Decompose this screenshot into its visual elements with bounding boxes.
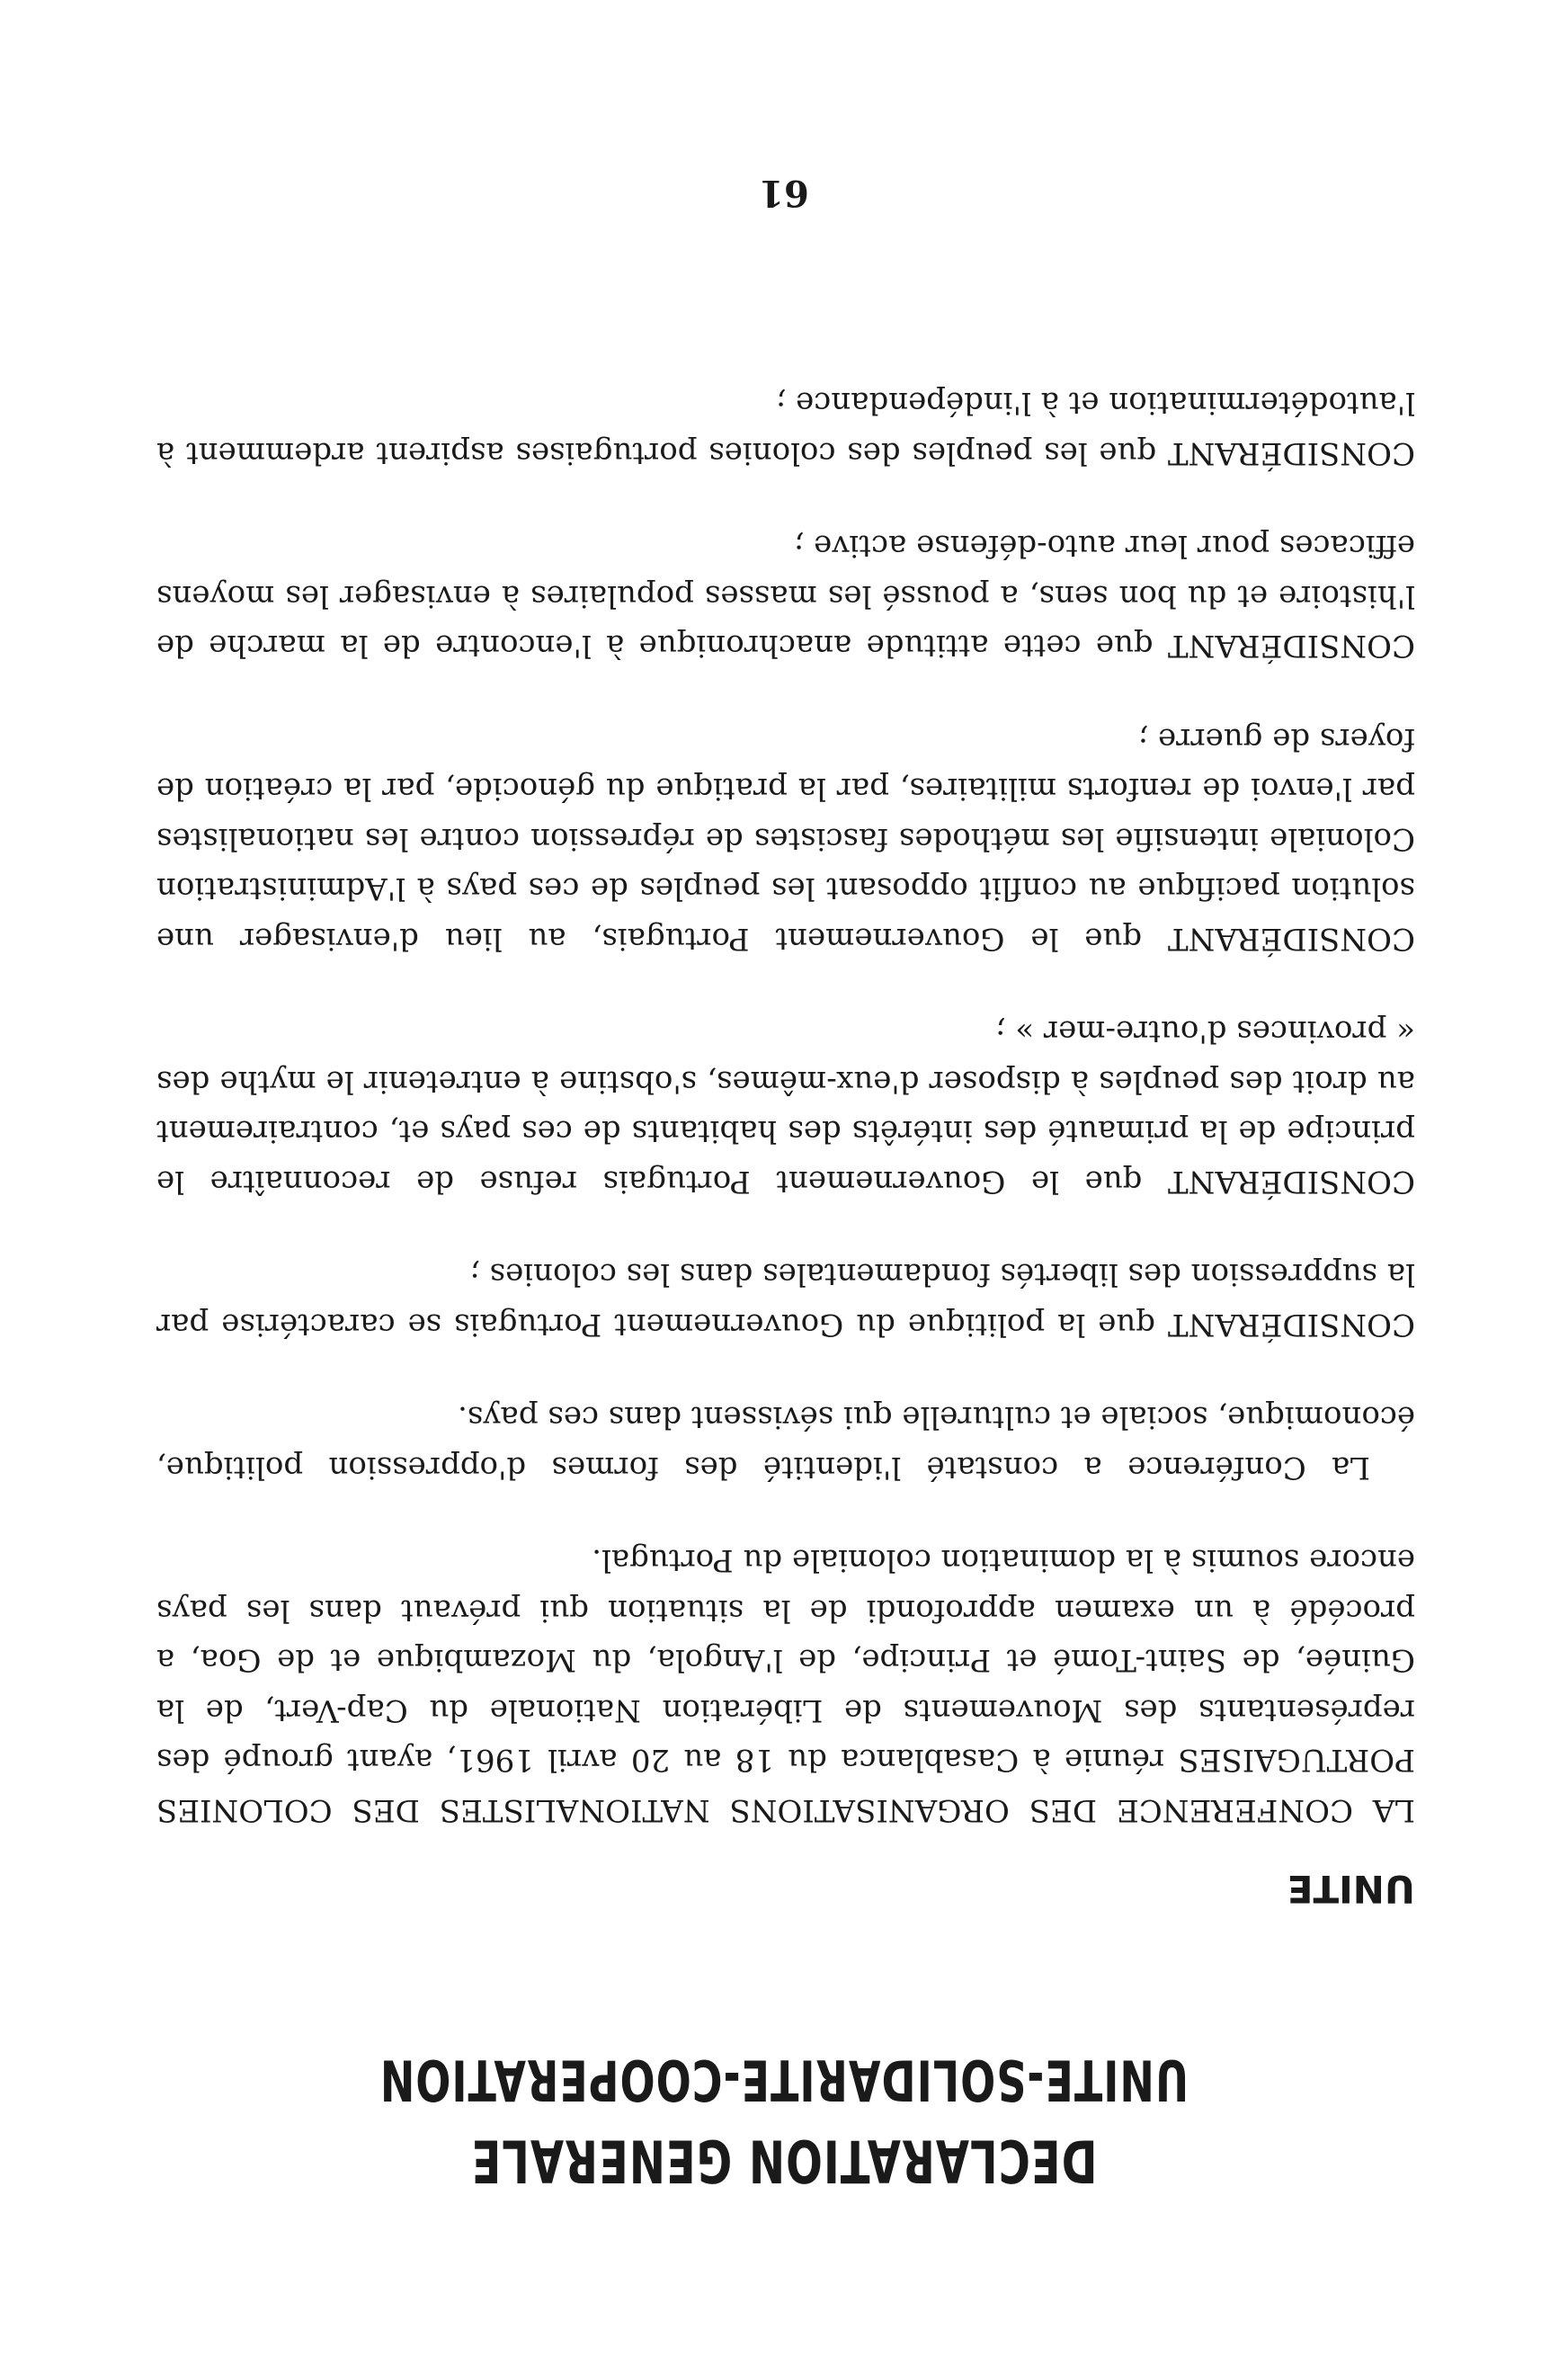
paragraph-considerant: CONSIDÉRANT que le Gouvernement Portugais, au lieu d'envisager une solution pacifique au conflit opposant les peuples de ces pays à l'Administration Coloniale intensifie les méthodes fascistes de répression contre les nationalistes par l'envoi de renforts militaires, par la pratique du génocide, par la création de foyers de guerre ;: [156, 721, 1415, 957]
document-title: DECLARATION GENERALE: [470, 2126, 1098, 2194]
document-subtitle: UNITE-SOLIDARITE-COOPERATION: [379, 2047, 1189, 2113]
paragraph-considerant: CONSIDÉRANT que la politique du Gouvernement Portugais se caractérise par la suppression des libertés fondamentales dans les colonies ;: [156, 1256, 1415, 1343]
page-number: 61: [759, 172, 809, 214]
paragraph-considerant: CONSIDÉRANT que les peuples des colonies portugaises aspirent ardemment à l'autodétermination et à l'indépendance ;: [156, 385, 1415, 471]
paragraph-considerant: CONSIDÉRANT que cette attitude anachronique à l'encontre de la marche de l'histoire et du bon sens, a poussé les masses populaires à envisager les moyens efficaces pour leur auto-défense active ;: [156, 528, 1415, 665]
paragraph-finding: La Conférence a constaté l'identité des formes d'oppression politique, économique, sociale et culturelle qui sévissent dans ces pays.: [156, 1399, 1415, 1486]
document-body: [156, 335, 1415, 1834]
paragraph-considerant: CONSIDÉRANT que le Gouvernement Portugais refuse de reconnaître le principe de la primauté des intérêts des habitants de ces pays et, contrairement au droit des peuples à disposer d'eux-mêmes, s'obstine à entretenir le mythe des « provinces d'outre-mer » ;: [156, 1013, 1415, 1200]
paragraph-intro: LA CONFERENCE DES ORGANISATIONS NATIONALISTES DES COLONIES PORTUGAISES réunie à Casablanca du 18 au 20 avril 1961, ayant groupé des représentants des Mouvements de Libération Nationale du Cap-Vert, de la Guinée, de Saint-Tomé et Principe, de l'Angola, du Mozambique et de Goa, a procédé à un examen approfondi de la situation qui prévaut dans les pays encore soumis à la domination coloniale du Portugal.: [156, 1542, 1415, 1828]
section-heading: UNITE: [1287, 1867, 1415, 1911]
